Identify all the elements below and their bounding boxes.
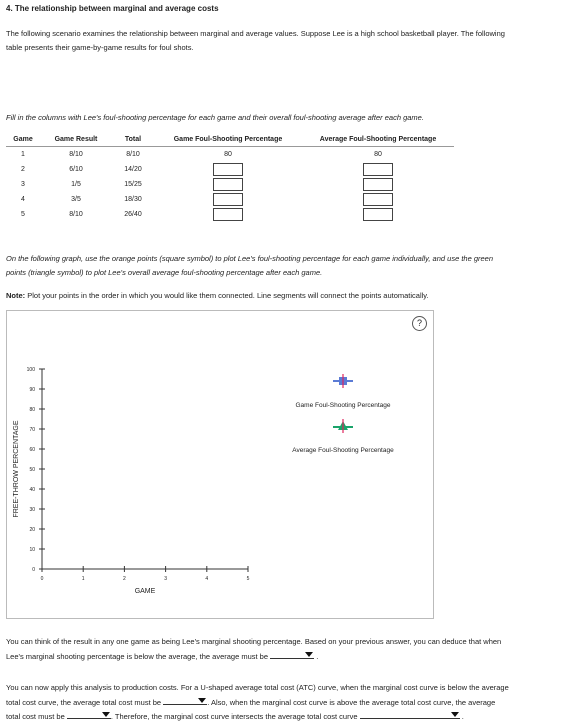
graph-svg[interactable] xyxy=(7,311,433,618)
table-row xyxy=(6,162,454,177)
col-header-game-pct: Game Foul-Shooting Percentage xyxy=(154,133,302,147)
graph-note xyxy=(6,289,429,303)
note-text: Plot your points in the order in which you would like them connected. Line segments will connect the points automatically. xyxy=(25,291,429,300)
avg-pct-input[interactable] xyxy=(363,178,393,191)
game-pct-input[interactable] xyxy=(213,208,243,221)
game-number: 4 xyxy=(21,196,25,203)
legend-label-avg-pct: Average Foul-Shooting Percentage xyxy=(292,447,394,454)
x-tick-label: 4 xyxy=(205,576,209,582)
legend-avg-pct-tool[interactable] xyxy=(333,419,353,433)
legend-game-pct-tool[interactable] xyxy=(333,374,353,388)
graph-instruction-line2: points (triangle symbol) to plot Lee's overall average foul-shooting percentage after each game. xyxy=(6,268,323,277)
running-total: 15/25 xyxy=(124,181,142,188)
intro-text-line2: table presents their game-by-game results for foul shots. xyxy=(6,43,194,52)
table-row xyxy=(6,177,454,192)
q2-text-a: total cost curve, the average total cost must be xyxy=(6,698,162,707)
q1-text-line2: Lee's marginal shooting percentage is below the average, the average must be . xyxy=(6,649,318,664)
table-row xyxy=(6,207,454,222)
running-total: 8/10 xyxy=(126,151,140,158)
col-header-game-result: Game Result xyxy=(40,133,112,147)
graph-instruction-line1: On the following graph, use the orange points (square symbol) to plot Lee's foul-shooting percentage for each game individually, and use the green xyxy=(6,254,494,263)
chevron-down-icon xyxy=(198,698,206,703)
chevron-down-icon xyxy=(305,652,313,657)
y-tick-label: 40 xyxy=(29,487,35,493)
q2-dropdown-2[interactable] xyxy=(67,709,111,719)
y-tick-label: 50 xyxy=(29,467,35,473)
chevron-down-icon xyxy=(451,712,459,717)
y-tick-label: 30 xyxy=(29,507,35,513)
game-pct-input[interactable] xyxy=(213,178,243,191)
game-number: 1 xyxy=(21,151,25,158)
help-button[interactable]: ? xyxy=(412,316,427,331)
game-pct-input[interactable] xyxy=(213,193,243,206)
game-number: 5 xyxy=(21,211,25,218)
x-axis-label: GAME xyxy=(134,588,156,595)
avg-pct-input[interactable] xyxy=(363,208,393,221)
game-result: 3/5 xyxy=(71,196,81,203)
y-axis-label: FREE-THROW PERCENTAGE xyxy=(13,420,20,518)
x-tick-label: 5 xyxy=(246,576,250,582)
y-tick-label: 70 xyxy=(29,427,35,433)
intro-text-line1: The following scenario examines the relationship between marginal and average values. Suppose Lee is a high school basketball player. The following xyxy=(6,29,505,38)
game-result: 6/10 xyxy=(69,166,83,173)
q1-dropdown[interactable] xyxy=(270,649,314,659)
avg-pct-value: 80 xyxy=(374,151,382,158)
running-total: 14/20 xyxy=(124,166,142,173)
q2-text-c: total cost must be xyxy=(6,712,65,721)
game-number: 3 xyxy=(21,181,25,188)
chevron-down-icon xyxy=(102,712,110,717)
game-result: 8/10 xyxy=(69,211,83,218)
q1-text: Lee's marginal shooting percentage is below the average, the average must be xyxy=(6,652,269,661)
q2-dropdown-3[interactable] xyxy=(360,709,460,719)
y-tick-label: 10 xyxy=(29,547,35,553)
y-tick-label: 100 xyxy=(26,367,35,373)
x-tick-label: 0 xyxy=(40,576,44,582)
col-header-avg-pct: Average Foul-Shooting Percentage xyxy=(302,133,454,147)
running-total: 26/40 xyxy=(124,211,142,218)
game-pct-value: 80 xyxy=(224,151,232,158)
x-tick-label: 1 xyxy=(81,576,85,582)
graph-panel xyxy=(6,310,434,619)
col-header-game: Game xyxy=(6,133,40,147)
q2-dropdown-1[interactable] xyxy=(163,695,207,705)
table-instruction: Fill in the columns with Lee's foul-shooting percentage for each game and their overall foul-shooting average after each game. xyxy=(6,113,424,122)
game-pct-input[interactable] xyxy=(213,163,243,176)
table-row xyxy=(6,147,454,163)
y-tick-label: 60 xyxy=(29,447,35,453)
results-table xyxy=(6,133,454,222)
col-header-total: Total xyxy=(112,133,154,147)
q2-text-d: . Therefore, the marginal cost curve intersects the average total cost curve xyxy=(110,712,358,721)
q2-text-line2 xyxy=(6,695,495,710)
avg-pct-input[interactable] xyxy=(363,193,393,206)
running-total: 18/30 xyxy=(124,196,142,203)
y-tick-label: 0 xyxy=(32,567,35,573)
y-tick-label: 90 xyxy=(29,387,35,393)
x-tick-label: 2 xyxy=(123,576,126,582)
y-tick-label: 80 xyxy=(29,407,35,413)
question-title: 4. The relationship between marginal and average costs xyxy=(6,4,219,13)
note-label: Note: xyxy=(6,291,26,300)
game-result: 1/5 xyxy=(71,181,81,188)
q2-text-line1: You can now apply this analysis to production costs. For a U-shaped average total cost (ATC) curve, when the marginal cost curve is below the average xyxy=(6,683,509,692)
game-number: 2 xyxy=(21,166,25,173)
game-result: 8/10 xyxy=(69,151,83,158)
avg-pct-input[interactable] xyxy=(363,163,393,176)
q2-text-line3: total cost must be . Therefore, the marginal cost curve intersects the average total cost curve . xyxy=(6,709,464,724)
table-row xyxy=(6,192,454,207)
q2-text-b: . Also, when the marginal cost curve is above the average total cost curve, the average xyxy=(207,698,496,707)
q1-text-line1: You can think of the result in any one game as being Lee's marginal shooting percentage. Based on your previous answer, you can deduce that when xyxy=(6,637,502,646)
legend-label-game-pct: Game Foul-Shooting Percentage xyxy=(295,402,391,409)
y-tick-label: 20 xyxy=(29,527,35,533)
x-tick-label: 3 xyxy=(164,576,167,582)
